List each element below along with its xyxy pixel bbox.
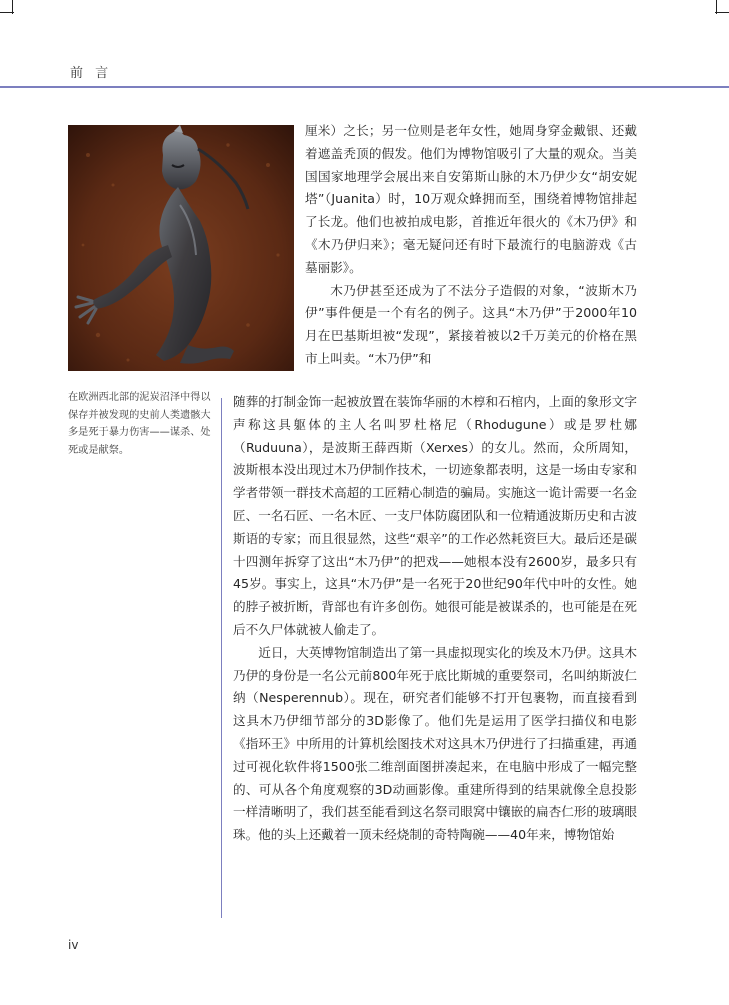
crop-mark-top-left-v	[12, 0, 13, 14]
crop-mark-top-right-h	[715, 12, 729, 13]
running-header-title: 前 言	[70, 66, 113, 81]
body-paragraph: 木乃伊甚至还成为了不法分子造假的对象，“波斯木乃伊”事件便是一个有名的例子。这具“木乃伊”于2000年10月在巴基斯坦被“发现”，紧接着被以2千万美元的价格在黑市上叫卖。“木乃伊”和	[305, 282, 637, 366]
bog-body-illustration	[68, 125, 294, 371]
crop-mark-top-right-v	[716, 0, 717, 14]
body-text-narrow-column	[305, 120, 637, 371]
figure-caption: 在欧洲西北部的泥炭沼泽中得以保存并被发现的史前人类遗骸大多是死于暴力伤害——谋杀、处死或是献祭。	[68, 392, 211, 456]
body-paragraph: 随葬的打制金饰一起被放置在装饰华丽的木椁和石棺内，上面的象形文字声称这具躯体的主人名叫罗杜格尼（Rhodugune）或是罗杜娜（Ruduuna），是波斯王薛西斯（Xerxes）的女儿。然而，众所周知，波斯根本没出现过木乃伊制作技术，一切迹象都表明，这是一场由专家和学者带领一群技术高超的工匠精心制造的骗局。实施这一诡计需要一名金匠、一名石匠、一名木匠、一支尸体防腐团队和一位精通波斯历史和古波斯语的专家；而且很显然，这些“艰辛”的工作必然耗资巨大。最后还是碳十四测年拆穿了这出“木乃伊”的把戏——她根本没有2600岁，最多只有45岁。事实上，这具“木乃伊”是一名死于20世纪90年代中叶的女性。她的脖子被折断，背部也有许多创伤。她很可能是被谋杀的，也可能是在死后不久尸体就被人偷走了。	[233, 394, 637, 637]
header-rule	[0, 86, 729, 88]
body-text-wide-column	[233, 391, 637, 847]
body-paragraph: 厘米）之长；另一位则是老年女性，她周身穿金戴银、还戴着遮盖秃顶的假发。他们为博物馆吸引了大量的观众。当美国国家地理学会展出来自安第斯山脉的木乃伊少女“胡安妮塔”（Juanita）时，10万观众蜂拥而至，围绕着博物馆排起了长龙。他们也被拍成电影，首推近年很火的《木乃伊》和《木乃伊归来》；毫无疑问还有时下最流行的电脑游戏《古墓丽影》。	[305, 123, 637, 275]
bog-body-photo	[68, 125, 294, 371]
caption-divider-rule	[221, 398, 222, 918]
page-number: iv	[68, 938, 79, 952]
body-paragraph: 近日，大英博物馆制造出了第一具虚拟现实化的埃及木乃伊。这具木乃伊的身份是一名公元前800年死于底比斯城的重要祭司，名叫纳斯波仁纳（Nesperennub）。现在，研究者们能够不打开包裹物，而直接看到这具木乃伊细节部分的3D影像了。他们先是运用了医学扫描仪和电影《指环王》中所用的计算机绘图技术对这具木乃伊进行了扫描重建，再通过可视化软件将1500张二维剖面图拼凑起来，在电脑中形成了一幅完整的、可从各个角度观察的3D动画影像。重建所得到的结果就像全息投影一样清晰明了，我们甚至能看到这名祭司眼窝中镶嵌的扁杏仁形的玻璃眼珠。他的头上还戴着一顶未经烧制的奇特陶碗——40年来，博物馆始	[233, 644, 637, 843]
